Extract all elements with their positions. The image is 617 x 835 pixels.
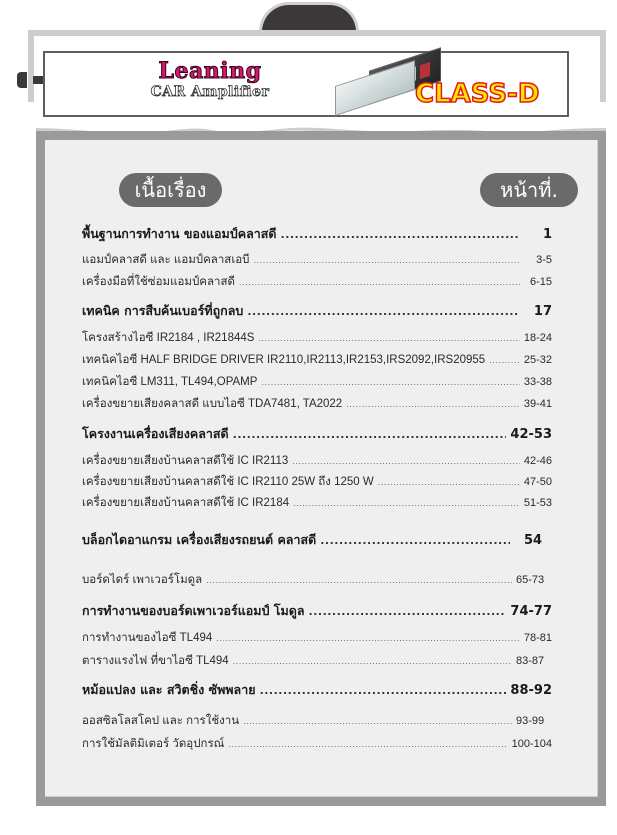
toc-page: 17 bbox=[533, 304, 552, 319]
toc-page: 100-104 bbox=[511, 738, 552, 750]
binder-knob bbox=[17, 72, 27, 88]
banner bbox=[43, 51, 569, 117]
toc-page: 42-53 bbox=[510, 427, 552, 442]
toc-heading[interactable] bbox=[82, 530, 552, 550]
toc-page: 54 bbox=[523, 533, 543, 548]
leader-dots bbox=[239, 277, 520, 287]
toc-item[interactable] bbox=[82, 273, 552, 291]
leader-dots bbox=[293, 498, 520, 508]
toc-item[interactable] bbox=[82, 351, 552, 369]
toc-item[interactable] bbox=[82, 494, 552, 512]
leader-dots bbox=[281, 228, 518, 241]
toc-label: เทคนิค การสืบค้นเบอร์ที่ถูกลบ bbox=[82, 303, 244, 318]
toc-item[interactable] bbox=[82, 329, 552, 347]
binder-handle bbox=[259, 2, 359, 32]
brand-subtitle: CAR Amplifier bbox=[150, 84, 270, 100]
leader-dots bbox=[258, 333, 519, 343]
toc-label: บอร์ดไดร์ เพาเวอร์โมดูล bbox=[82, 574, 203, 586]
leader-dots bbox=[309, 605, 507, 618]
toc-label: เทคนิคไอซี HALF BRIDGE DRIVER IR2110,IR2113,IR2153,IRS2092,IRS20955 bbox=[82, 354, 486, 366]
toc-page: 42-46 bbox=[523, 455, 552, 467]
toc-label: พื้นฐานการทำงาน ของแอมป์คลาสดี bbox=[82, 226, 277, 241]
leader-dots bbox=[378, 477, 520, 487]
toc-label: การทำงานของไอซี TL494 bbox=[82, 632, 213, 644]
leader-dots bbox=[260, 684, 507, 697]
leader-dots bbox=[216, 633, 520, 643]
toc-item[interactable] bbox=[82, 251, 552, 269]
toc-heading[interactable] bbox=[82, 424, 552, 444]
toc-item[interactable] bbox=[82, 629, 552, 647]
toc-page: 25-32 bbox=[523, 354, 552, 366]
toc-heading[interactable] bbox=[82, 680, 552, 700]
toc-label: เครื่องขยายเสียงบ้านคลาสดีใช้ IC IR2184 bbox=[82, 497, 290, 509]
toc-page: 47-50 bbox=[523, 476, 552, 488]
toc-item[interactable] bbox=[82, 473, 552, 491]
toc-page: 83-87 bbox=[516, 655, 545, 667]
leader-dots bbox=[233, 428, 507, 441]
toc-page: 93-99 bbox=[516, 715, 545, 727]
toc-label: เครื่องมือที่ใช้ซ่อมแอมป์คลาสดี bbox=[82, 276, 235, 288]
toc-page: 1 bbox=[542, 227, 552, 242]
contents-column-label: เนื้อเรื่อง bbox=[119, 173, 222, 207]
toc-label: การใช้มัลติมิเตอร์ วัดอุปกรณ์ bbox=[82, 738, 225, 750]
leader-dots bbox=[292, 456, 520, 466]
toc-page: 78-81 bbox=[523, 632, 552, 644]
toc-page: 18-24 bbox=[523, 332, 552, 344]
binder-knob-stem bbox=[33, 76, 43, 84]
toc-page: 51-53 bbox=[523, 497, 552, 509]
toc-label: โครงสร้างไอซี IR2184 , IR21844S bbox=[82, 332, 255, 344]
toc-item[interactable] bbox=[82, 395, 552, 413]
toc-label: แอมป์คลาสดี และ แอมป์คลาสเอบี bbox=[82, 254, 250, 266]
leader-dots bbox=[489, 355, 520, 365]
leader-dots bbox=[261, 377, 519, 387]
toc-heading[interactable] bbox=[82, 601, 552, 621]
leader-dots bbox=[346, 399, 520, 409]
toc-item[interactable] bbox=[82, 652, 552, 670]
page-column-label: หน้าที่. bbox=[480, 173, 578, 207]
toc-label: เครื่องขยายเสียงบ้านคลาสดีใช้ IC IR2113 bbox=[82, 455, 289, 467]
toc-label: ออสซิลโลสโคป และ การใช้งาน bbox=[82, 715, 240, 727]
leader-dots bbox=[233, 656, 512, 666]
toc-page: 3-5 bbox=[536, 254, 552, 266]
toc-label: ตารางแรงไฟ ที่ขาไอซี TL494 bbox=[82, 655, 229, 667]
toc-item[interactable] bbox=[82, 735, 552, 753]
brand-title: Leaning bbox=[158, 58, 262, 84]
toc-item[interactable] bbox=[82, 571, 552, 589]
leader-dots bbox=[206, 575, 512, 585]
leader-dots bbox=[320, 534, 510, 547]
class-d-badge: CLASS-D bbox=[415, 79, 540, 109]
toc-label: การทำงานของบอร์ดเพาเวอร์แอมป์ โมดูล bbox=[82, 603, 305, 618]
toc-item[interactable] bbox=[82, 452, 552, 470]
toc-page: 39-41 bbox=[523, 398, 552, 410]
toc-page: 6-15 bbox=[529, 276, 552, 288]
leader-dots bbox=[253, 255, 520, 265]
toc-page: 65-73 bbox=[516, 574, 545, 586]
leader-dots bbox=[243, 716, 512, 726]
toc-page: 88-92 bbox=[510, 683, 552, 698]
brand bbox=[135, 59, 285, 101]
toc-label: เทคนิคไอซี LM311, TL494,OPAMP bbox=[82, 376, 258, 388]
leader-dots bbox=[247, 305, 518, 318]
toc-heading[interactable] bbox=[82, 301, 552, 321]
leader-dots bbox=[228, 739, 507, 749]
toc-item[interactable] bbox=[82, 712, 552, 730]
toc-label: โครงงานเครื่องเสียงคลาสดี bbox=[82, 426, 229, 441]
toc-heading[interactable] bbox=[82, 224, 552, 244]
toc-label: หม้อแปลง และ สวิตชิ่ง ซัพพลาย bbox=[82, 682, 256, 697]
toc-item[interactable] bbox=[82, 373, 552, 391]
toc-page: 33-38 bbox=[523, 376, 552, 388]
toc-label: บล็อกไดอาแกรม เครื่องเสียงรถยนต์ คลาสดี bbox=[82, 532, 317, 547]
toc-label: เครื่องขยายเสียงบ้านคลาสดีใช้ IC IR2110 25W ถึง 1250 W bbox=[82, 476, 374, 488]
toc-page: 74-77 bbox=[510, 604, 552, 619]
toc-label: เครื่องขยายเสียงคลาสดี แบบไอซี TDA7481, TA2022 bbox=[82, 398, 343, 410]
